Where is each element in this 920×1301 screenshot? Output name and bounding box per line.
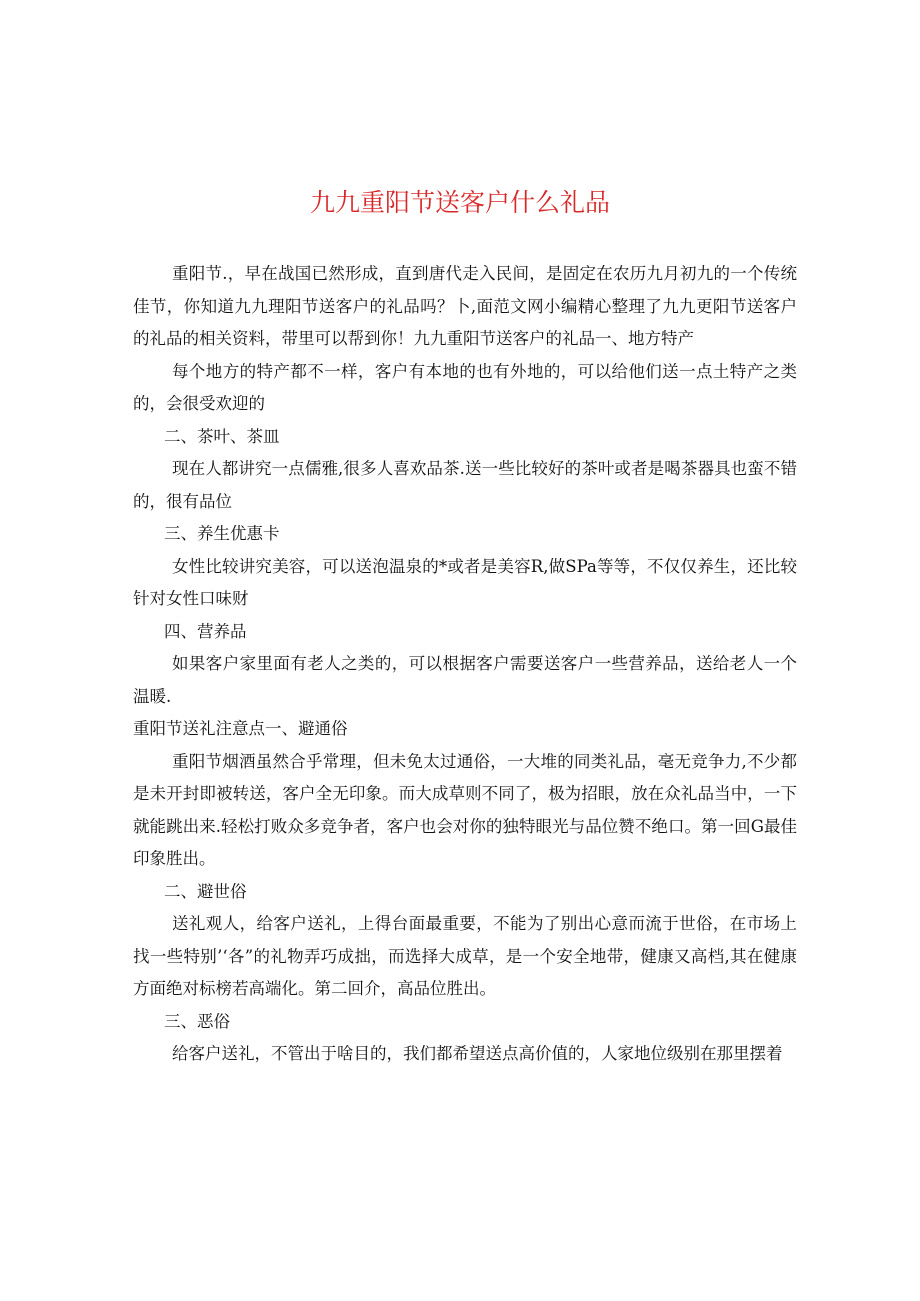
paragraph-intro: 重阳节.，早在战国已然形成，直到唐代走入民间，是固定在农历九月初九的一个传统佳节，你知道九九理阳节送客户的礼品吗？卜,面范文网小编精心整理了九九更阳节送客户的礼品的相关资料，带里可以帮到你！九九重阳节送客户的礼品一、地方特产	[133, 264, 797, 348]
heading-avoid-worldly: 二、避世俗	[164, 881, 247, 901]
paragraph-wellness-card: 女性比较讲究美容，可以送泡温泉的*或者是美容R,做SPa等等，不仅仅养生，还比较针对女性口味财	[133, 556, 797, 608]
heading-nutrition: 四、营养品	[164, 621, 247, 641]
paragraph-avoid-vulgar: 给客户送礼，不管出于啥目的，我们都希望送点高价值的，人家地位级别在那里摆着	[172, 1044, 783, 1063]
paragraph-tea: 现在人都讲究一点儒雅,很多人喜欢品茶.送一些比较好的茶叶或者是喝茶器具也蛮不错的，很有品位	[133, 459, 797, 511]
heading-avoid-vulgar: 三、恶俗	[164, 1011, 230, 1031]
paragraph-local-specialty: 每个地方的特产都不一样，客户有本地的也有外地的，可以给他们送一点土特产之类的，会很受欢迎的	[133, 361, 797, 413]
heading-wellness-card: 三、养生优惠卡	[164, 524, 280, 543]
document-title: 九九重阳节送客户什么礼品	[309, 188, 610, 217]
paragraph-avoid-common: 重阳节烟酒虽然合乎常理，但未免太过通俗，一大堆的同类礼品，毫无竞争力,不少都是未开封即被转送，客户全无印象。而大成草则不同了，极为招眼，放在众礼品当中，一下就能跳出来.轻松打败众多竞争者，客户也会对你的独特眼光与品位赞不绝口。第一回G最佳印象胜出。	[133, 751, 797, 868]
heading-gift-notes: 重阳节送礼注意点一、避通俗	[133, 719, 348, 738]
paragraph-avoid-worldly: 送礼观人，给客户送礼，上得台面最重要，不能为了别出心意而流于世俗，在市场上找一些特别’‘各”的礼物弄巧成拙，而选择大成草，是一个安全地带，健康又高档,其在健康方面绝对标榜若高端化。第二回介，高品位胜出。	[133, 914, 797, 998]
document-body	[133, 258, 797, 1071]
heading-tea: 二、茶叶、茶皿	[164, 426, 280, 446]
paragraph-nutrition: 如果客户家里面有老人之类的，可以根据客户需要送客户一些营养品，送给老人一个温暖.	[133, 654, 797, 706]
